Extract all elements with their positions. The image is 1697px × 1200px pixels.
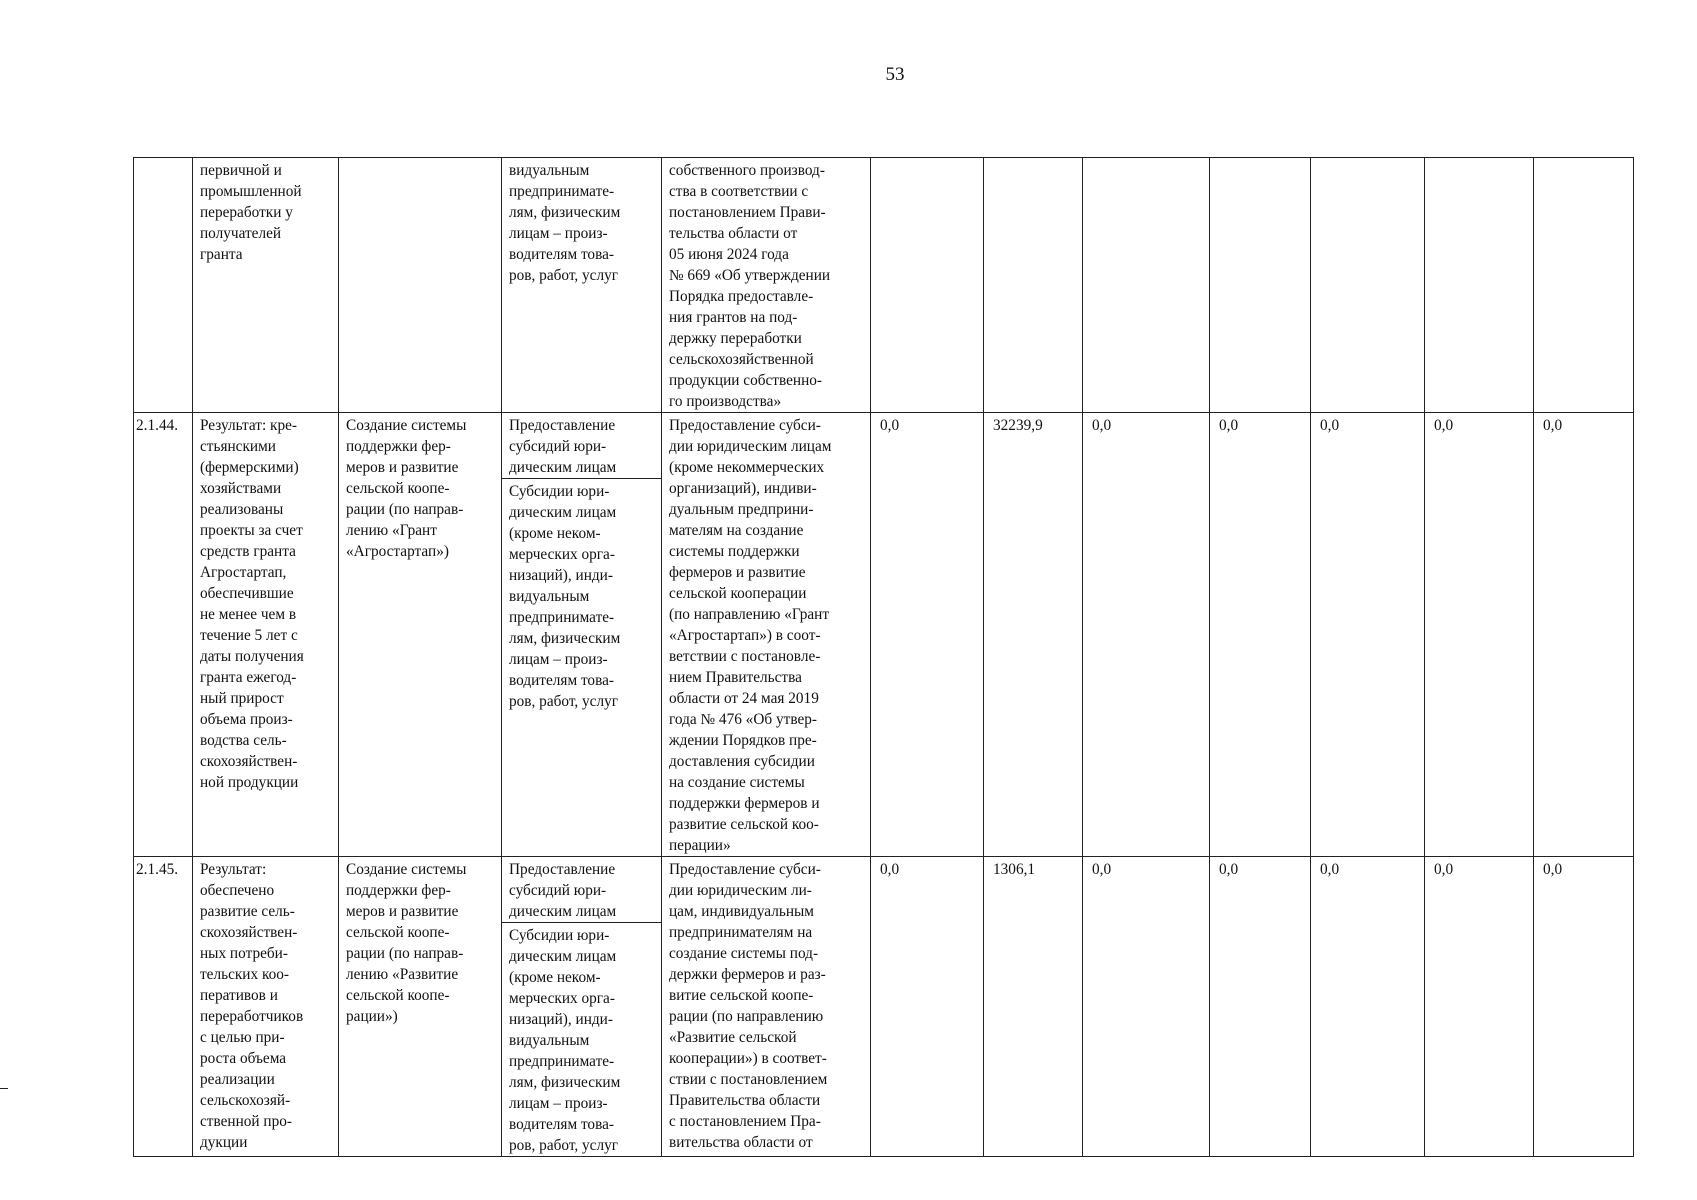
expense-kind-line: дическим лицам bbox=[509, 903, 617, 920]
measure-line: Создание системы bbox=[346, 861, 467, 878]
measure-line: «Агростартап») bbox=[346, 543, 449, 560]
result-line: реализации bbox=[200, 1071, 275, 1088]
description-line: ства в соответствии с bbox=[669, 183, 809, 200]
result-line: стьянскими bbox=[200, 438, 276, 455]
value-cell-1: 0,0 bbox=[871, 857, 984, 1157]
description-line: ждении Порядков пре- bbox=[669, 732, 817, 749]
description-cell bbox=[662, 413, 871, 857]
value-cell-7: 0,0 bbox=[1534, 413, 1634, 857]
value-cell-4: 0,0 bbox=[1210, 857, 1311, 1157]
expense-kind-line: водителям това- bbox=[509, 1116, 614, 1133]
description-line: Предоставление субси- bbox=[669, 417, 821, 434]
value-cell-1 bbox=[871, 158, 984, 413]
result-line: водства сель- bbox=[200, 732, 287, 749]
expense-kind-line: Предоставление bbox=[509, 861, 616, 878]
measure-line: поддержки фер- bbox=[346, 438, 451, 455]
description-line: сельскохозяйственной bbox=[669, 351, 814, 368]
value-cell-3: 0,0 bbox=[1083, 413, 1210, 857]
expense-kind-line: мерческих орга- bbox=[509, 546, 615, 563]
description-line: нием Правительства bbox=[669, 669, 802, 686]
result-line: переработки у bbox=[200, 204, 293, 221]
result-line: Результат: кре- bbox=[200, 417, 297, 434]
result-cell bbox=[193, 158, 339, 413]
measure-line: меров и развитие bbox=[346, 903, 459, 920]
item-number-cell bbox=[134, 158, 193, 413]
measure-line: рации») bbox=[346, 1008, 398, 1025]
description-line: Предоставление субси- bbox=[669, 861, 821, 878]
description-line: организаций), индиви- bbox=[669, 480, 817, 497]
description-line: года № 476 «Об утвер- bbox=[669, 711, 817, 728]
measure-line: меров и развитие bbox=[346, 459, 459, 476]
description-line: фермеров и развитие bbox=[669, 564, 806, 581]
description-line: ния грантов на под- bbox=[669, 309, 798, 326]
expense-kind-line: водителям това- bbox=[509, 246, 614, 263]
expense-kind-line: мерческих орга- bbox=[509, 990, 615, 1007]
program-table bbox=[133, 157, 1634, 1157]
value-cell-6: 0,0 bbox=[1425, 413, 1534, 857]
measure-line: лению «Грант bbox=[346, 522, 437, 539]
description-line: поддержки фермеров и bbox=[669, 795, 820, 812]
result-line: переработчиков bbox=[200, 1008, 304, 1025]
value-cell-7: 0,0 bbox=[1534, 857, 1634, 1157]
result-line: с целью при- bbox=[200, 1029, 285, 1046]
expense-kind-line: (кроме неком- bbox=[509, 525, 601, 542]
expense-kind-line: субсидий юри- bbox=[509, 882, 607, 899]
expense-kind-bottom bbox=[502, 923, 661, 1156]
measure-cell bbox=[339, 857, 502, 1157]
margin-mark bbox=[0, 1088, 8, 1089]
description-cell bbox=[662, 158, 871, 413]
measure-line: рации (по направ- bbox=[346, 501, 464, 518]
description-line: дии юридическим лицам bbox=[669, 438, 832, 455]
value-cell-2: 1306,1 bbox=[984, 857, 1083, 1157]
result-line: дукции bbox=[200, 1134, 248, 1151]
measure-cell bbox=[339, 413, 502, 857]
value-cell-6 bbox=[1425, 158, 1534, 413]
value-cell-2 bbox=[984, 158, 1083, 413]
result-line: Результат: bbox=[200, 861, 267, 878]
description-line: продукции собственно- bbox=[669, 372, 823, 389]
result-line: первичной и bbox=[200, 162, 282, 179]
table-row bbox=[134, 857, 1634, 1157]
description-line: «Агростартап») в соот- bbox=[669, 627, 821, 644]
description-line: мателям на создание bbox=[669, 522, 804, 539]
result-line: ной продукции bbox=[200, 774, 299, 791]
description-cell bbox=[662, 857, 871, 1157]
result-cell bbox=[193, 857, 339, 1157]
value-cell-3: 0,0 bbox=[1083, 857, 1210, 1157]
description-line: предпринимателям на bbox=[669, 924, 813, 941]
result-line: скохозяйствен- bbox=[200, 753, 298, 770]
expense-kind-line: низаций), инди- bbox=[509, 1011, 613, 1028]
value-cell-5: 0,0 bbox=[1311, 857, 1425, 1157]
result-line: объема произ- bbox=[200, 711, 293, 728]
description-line: держки фермеров и раз- bbox=[669, 966, 826, 983]
value-cell-7 bbox=[1534, 158, 1634, 413]
result-line: ственной про- bbox=[200, 1113, 293, 1130]
result-line: проекты за счет bbox=[200, 522, 303, 539]
description-line: системы поддержки bbox=[669, 543, 800, 560]
expense-kind-cell bbox=[502, 413, 662, 857]
result-line: средств гранта bbox=[200, 543, 296, 560]
result-line: перативов и bbox=[200, 987, 278, 1004]
expense-kind-line: ров, работ, услуг bbox=[509, 1137, 619, 1154]
result-line: развитие сель- bbox=[200, 903, 295, 920]
value-cell-1: 0,0 bbox=[871, 413, 984, 857]
expense-kind-line: лям, физическим bbox=[509, 630, 621, 647]
expense-kind-cell bbox=[502, 857, 662, 1157]
description-line: доставления субсидии bbox=[669, 753, 815, 770]
result-line: роста объема bbox=[200, 1050, 287, 1067]
result-cell bbox=[193, 413, 339, 857]
description-line: перации» bbox=[669, 837, 731, 854]
result-line: промышленной bbox=[200, 183, 302, 200]
result-line: получателей bbox=[200, 225, 282, 242]
expense-kind-line: видуальным bbox=[509, 588, 590, 605]
expense-kind-top bbox=[502, 857, 661, 923]
expense-kind-line: предпринимате- bbox=[509, 183, 615, 200]
expense-kind-line: водителям това- bbox=[509, 672, 614, 689]
measure-line: сельской коопе- bbox=[346, 987, 450, 1004]
result-line: тельских коо- bbox=[200, 966, 290, 983]
measure-line: лению «Развитие bbox=[346, 966, 459, 983]
description-line: Порядка предоставле- bbox=[669, 288, 814, 305]
result-line: обеспечено bbox=[200, 882, 275, 899]
description-line: ствии с постановлением bbox=[669, 1071, 828, 1088]
value-cell-5: 0,0 bbox=[1311, 413, 1425, 857]
expense-kind-line: дическим лицам bbox=[509, 948, 617, 965]
description-line: (по направлению «Грант bbox=[669, 606, 830, 623]
table-row bbox=[134, 158, 1634, 413]
expense-kind-cell bbox=[502, 158, 662, 413]
result-line: скохозяйствен- bbox=[200, 924, 298, 941]
expense-kind-line: видуальным bbox=[509, 1032, 590, 1049]
result-line: даты получения bbox=[200, 648, 304, 665]
result-line: течение 5 лет с bbox=[200, 627, 298, 644]
result-line: гранта bbox=[200, 246, 243, 263]
result-line: хозяйствами bbox=[200, 480, 282, 497]
measure-line: поддержки фер- bbox=[346, 882, 451, 899]
table-row bbox=[134, 413, 1634, 857]
expense-kind-line: лицам – произ- bbox=[509, 651, 608, 668]
description-line: сельской кооперации bbox=[669, 585, 807, 602]
value-cell-2: 32239,9 bbox=[984, 413, 1083, 857]
expense-kind-line: лицам – произ- bbox=[509, 225, 608, 242]
value-cell-4 bbox=[1210, 158, 1311, 413]
measure-line: сельской коопе- bbox=[346, 480, 450, 497]
expense-kind-line: лям, физическим bbox=[509, 1074, 621, 1091]
description-line: на создание системы bbox=[669, 774, 805, 791]
description-line: тельства области от bbox=[669, 225, 798, 242]
expense-kind-line: Субсидии юри- bbox=[509, 483, 610, 500]
expense-kind-top bbox=[502, 413, 661, 479]
expense-kind-line: Предоставление bbox=[509, 417, 616, 434]
description-line: держку переработки bbox=[669, 330, 802, 347]
description-line: собственного производ- bbox=[669, 162, 825, 179]
description-line: Правительства области bbox=[669, 1092, 821, 1109]
expense-kind-line: ров, работ, услуг bbox=[509, 267, 619, 284]
result-line: обеспечившие bbox=[200, 585, 294, 602]
expense-kind-line: Субсидии юри- bbox=[509, 927, 610, 944]
value-cell-3 bbox=[1083, 158, 1210, 413]
description-line: развитие сельской коо- bbox=[669, 816, 819, 833]
expense-kind-line: дическим лицам bbox=[509, 459, 617, 476]
description-line: вительства области от bbox=[669, 1134, 813, 1151]
description-line: кооперации») в соответ- bbox=[669, 1050, 827, 1067]
measure-line: Создание системы bbox=[346, 417, 467, 434]
result-line: ный прирост bbox=[200, 690, 284, 707]
description-line: дии юридическим ли- bbox=[669, 882, 812, 899]
expense-kind-line: лям, физическим bbox=[509, 204, 621, 221]
measure-line: рации (по направ- bbox=[346, 945, 464, 962]
description-line: «Развитие сельской bbox=[669, 1029, 797, 1046]
result-line: Агростартап, bbox=[200, 564, 287, 581]
item-number-cell: 2.1.45. bbox=[134, 857, 193, 1157]
result-line: не менее чем в bbox=[200, 606, 297, 623]
description-line: с постановлением Пра- bbox=[669, 1113, 821, 1130]
description-line: цам, индивидуальным bbox=[669, 903, 814, 920]
description-line: постановлением Прави- bbox=[669, 204, 826, 221]
result-line: ных потреби- bbox=[200, 945, 288, 962]
description-line: ветствии с постановле- bbox=[669, 648, 821, 665]
result-line: сельскохозяй- bbox=[200, 1092, 291, 1109]
description-line: рации (по направлению bbox=[669, 1008, 824, 1025]
item-number-cell: 2.1.44. bbox=[134, 413, 193, 857]
expense-kind-line: ров, работ, услуг bbox=[509, 693, 619, 710]
expense-kind-bottom bbox=[502, 479, 661, 712]
value-cell-4: 0,0 bbox=[1210, 413, 1311, 857]
description-line: витие сельской коопе- bbox=[669, 987, 814, 1004]
expense-kind-line: лицам – произ- bbox=[509, 1095, 608, 1112]
expense-kind-line: субсидий юри- bbox=[509, 438, 607, 455]
expense-kind-line: видуальным bbox=[509, 162, 590, 179]
description-line: 05 июня 2024 года bbox=[669, 246, 789, 263]
expense-kind-line: предпринимате- bbox=[509, 1053, 615, 1070]
result-line: реализованы bbox=[200, 501, 284, 518]
description-line: № 669 «Об утверждении bbox=[669, 267, 831, 284]
measure-line: сельской коопе- bbox=[346, 924, 450, 941]
value-cell-5 bbox=[1311, 158, 1425, 413]
measure-cell bbox=[339, 158, 502, 413]
description-line: создание системы под- bbox=[669, 945, 819, 962]
description-line: (кроме некоммерческих bbox=[669, 459, 825, 476]
page-number: 53 bbox=[885, 64, 905, 85]
expense-kind-line: предпринимате- bbox=[509, 609, 615, 626]
expense-kind-line: дическим лицам bbox=[509, 504, 617, 521]
description-line: го производства» bbox=[669, 393, 782, 410]
result-line: (фермерскими) bbox=[200, 459, 299, 476]
expense-kind-line: (кроме неком- bbox=[509, 969, 601, 986]
result-line: гранта ежегод- bbox=[200, 669, 297, 686]
value-cell-6: 0,0 bbox=[1425, 857, 1534, 1157]
description-line: области от 24 мая 2019 bbox=[669, 690, 819, 707]
description-line: дуальным предприни- bbox=[669, 501, 814, 518]
expense-kind-line: низаций), инди- bbox=[509, 567, 613, 584]
